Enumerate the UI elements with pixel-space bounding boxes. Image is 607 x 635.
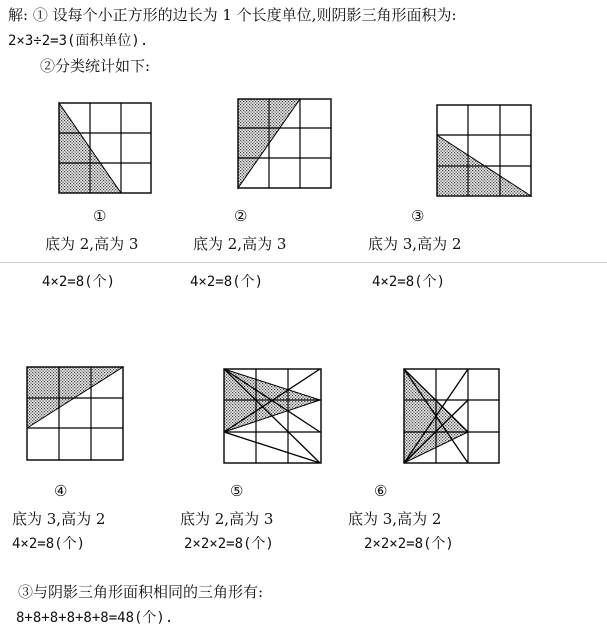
case-4-label: ④ <box>54 482 68 500</box>
case-3-count: 4×2=8(个) <box>372 274 446 290</box>
case-6-label: ⑥ <box>374 482 388 500</box>
case-4-description: 底为 3,高为 2 <box>12 510 106 528</box>
case-1-label: ① <box>93 207 107 225</box>
conclusion-heading: ③与阴影三角形面积相同的三角形有: <box>18 583 264 601</box>
case-2-count: 4×2=8(个) <box>190 274 264 290</box>
case-1-description: 底为 2,高为 3 <box>45 235 139 253</box>
case-6-description: 底为 3,高为 2 <box>348 510 442 528</box>
case-3-description: 底为 3,高为 2 <box>368 235 462 253</box>
case-2-label: ② <box>234 207 248 225</box>
figure-4 <box>26 366 124 461</box>
section-divider <box>0 262 607 263</box>
case-4-count: 4×2=8(个) <box>12 536 86 552</box>
conclusion-total: 8+8+8+8+8+8=48(个). <box>16 610 174 626</box>
case-5-count: 2×2×2=8(个) <box>184 536 274 552</box>
case-1-count: 4×2=8(个) <box>42 274 116 290</box>
figure-2 <box>237 98 332 189</box>
case-5-description: 底为 2,高为 3 <box>180 510 274 528</box>
case-2-description: 底为 2,高为 3 <box>193 235 287 253</box>
figure-6 <box>403 368 500 464</box>
classification-heading: ②分类统计如下: <box>40 57 151 75</box>
area-formula: 2×3÷2=3(面积单位). <box>8 33 149 49</box>
figure-3 <box>436 104 532 197</box>
case-6-count: 2×2×2=8(个) <box>364 536 454 552</box>
figure-1 <box>58 102 152 194</box>
case-5-label: ⑤ <box>230 482 244 500</box>
case-3-label: ③ <box>411 207 425 225</box>
solution-intro: 解: ① 设每个小正方形的边长为 1 个长度单位,则阴影三角形面积为: <box>8 6 457 24</box>
figure-5 <box>223 368 322 464</box>
